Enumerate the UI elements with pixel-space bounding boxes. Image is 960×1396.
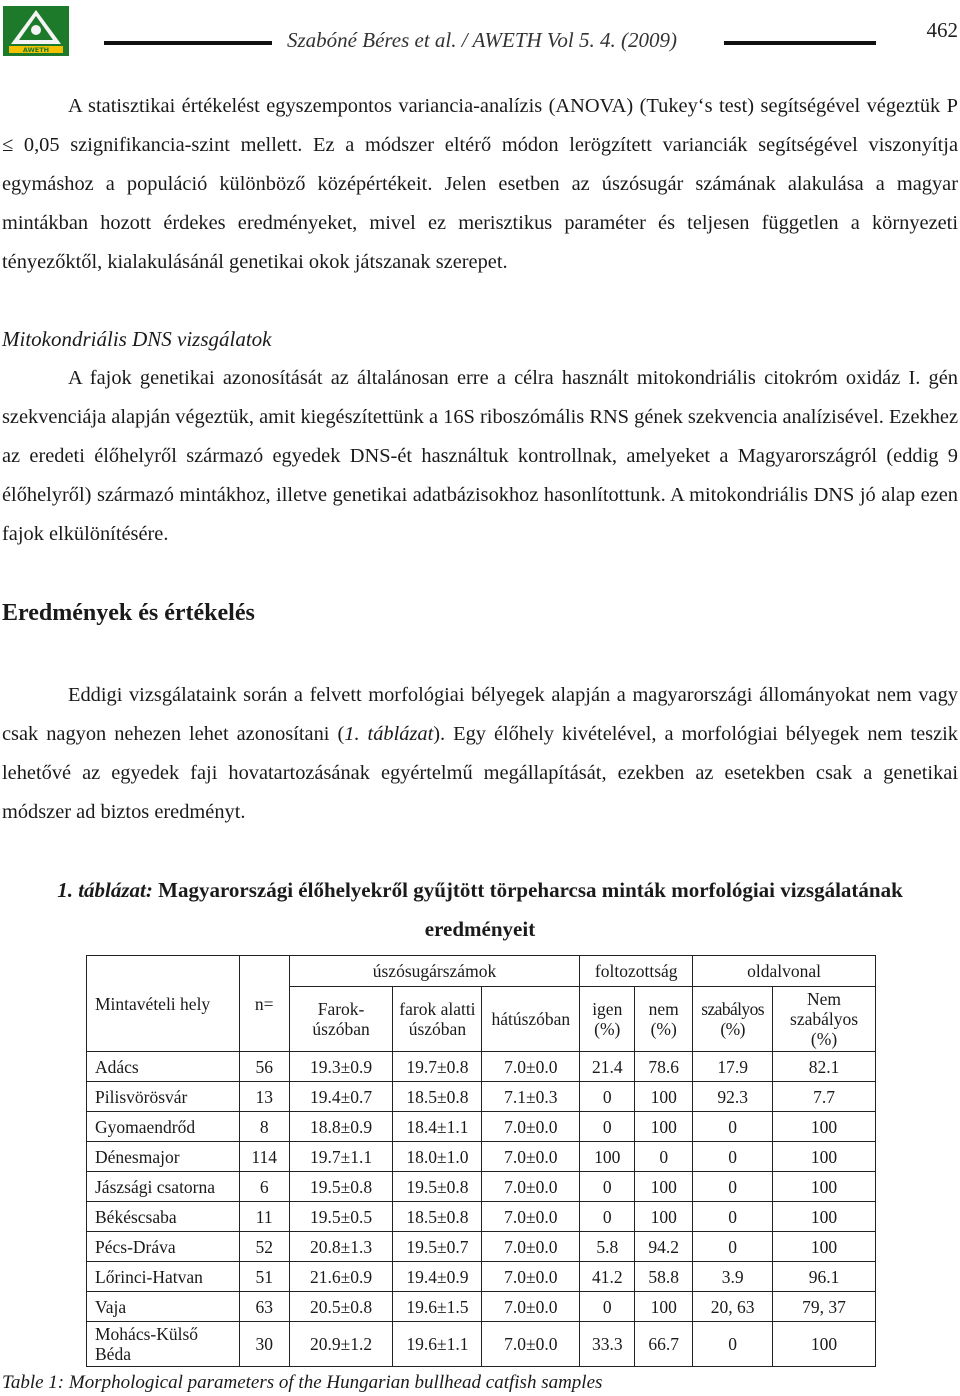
morphology-table [86,955,876,1367]
section-heading-results: Eredmények és értékelés [2,600,255,626]
table-cell: 56 [239,1052,289,1082]
subheading-mtdna: Mitokondriális DNS vizsgálatok [2,327,272,351]
col-header-dorsal: hátúszóban [482,987,580,1052]
table-cell: 19.7±0.8 [393,1052,482,1082]
table-cell: 20, 63 [693,1292,773,1322]
table-cell: 92.3 [693,1082,773,1112]
col-header-tail: Farok-úszóban [289,987,393,1052]
table-cell: 100 [635,1172,693,1202]
table-cell: 19.6±1.1 [393,1322,482,1367]
table-group-header-row [87,956,876,987]
col-header-site: Mintavételi hely [87,956,240,1052]
table-cell: 19.5±0.8 [289,1172,393,1202]
paragraph-results-text-a: Eddigi vizsgálataink során a felvett morfológiai bélyegek alapján a magyarországi állományokat nem vagy csak nagyon nehezen lehet azonosítani ( [2,684,958,745]
group-header-spots: foltozottság [580,956,693,987]
paragraph-mtdna [2,359,958,554]
paragraph-results-text-b: ). Egy élőhely kivételével, a morfológiai bélyegek nem teszik lehetővé az egyedek faji hovatartozásának egyértelmű megállapítását, ezekben az esetekben csak a genetikai módszer ad biztos eredményt. [2,723,958,823]
table-cell: 100 [635,1112,693,1142]
table-cell: 63 [239,1292,289,1322]
table-cell: 3.9 [693,1262,773,1292]
table-cell: 13 [239,1082,289,1112]
table-cell: 18.8±0.9 [289,1112,393,1142]
table-row [87,1322,876,1367]
table-cell: 100 [580,1142,635,1172]
table-cell: 52 [239,1232,289,1262]
table-cell: 0 [693,1202,773,1232]
table-cell: 0 [635,1142,693,1172]
col-header-regular: szabályos (%) [693,987,773,1052]
table-cell: 100 [773,1172,876,1202]
table-cell: 0 [693,1112,773,1142]
table-cell: 19.5±0.5 [289,1202,393,1232]
table-caption-text: Magyarországi élőhelyekről gyűjtött törpeharcsa minták morfológiai vizsgálatának eredményeit [152,878,903,941]
paragraph-results [2,676,958,832]
table-cell: 19.6±1.5 [393,1292,482,1322]
table-cell: 100 [635,1082,693,1112]
page-number: 462 [926,18,958,42]
table-cell: 18.4±1.1 [393,1112,482,1142]
table-row [87,1262,876,1292]
table-cell: 18.0±1.0 [393,1142,482,1172]
table-cell: 19.7±1.1 [289,1142,393,1172]
table-row [87,1052,876,1082]
table-cell: Békéscsaba [87,1202,240,1232]
table-cell: 100 [773,1202,876,1232]
table-cell: Vaja [87,1292,240,1322]
table-cell: Lőrinci-Hatvan [87,1262,240,1292]
table-row [87,1112,876,1142]
table-cell: 96.1 [773,1262,876,1292]
table-cell: 41.2 [580,1262,635,1292]
table-cell: 7.0±0.0 [482,1172,580,1202]
header-rule-left [104,41,272,45]
table-cell: 0 [580,1172,635,1202]
table-cell: 82.1 [773,1052,876,1082]
col-header-irregular: Nem szabályos (%) [773,987,876,1052]
col-header-spots-yes: igen (%) [580,987,635,1052]
table-row [87,1142,876,1172]
table-row [87,1082,876,1112]
paragraph-statistics [2,87,958,282]
table-cell: 58.8 [635,1262,693,1292]
table-cell: 100 [635,1202,693,1232]
table-cell: 19.4±0.9 [393,1262,482,1292]
table-cell: 7.0±0.0 [482,1292,580,1322]
running-head: Szabóné Béres et al. / AWETH Vol 5. 4. (2009) [287,28,678,52]
table-cell: 7.0±0.0 [482,1052,580,1082]
table-caption-english: Table 1: Morphological parameters of the Hungarian bullhead catfish samples [2,1372,603,1393]
table-cell: 8 [239,1112,289,1142]
table-cell: 100 [773,1322,876,1367]
table-cell: 0 [580,1292,635,1322]
table-cell: 7.0±0.0 [482,1112,580,1142]
table-cell: 100 [635,1292,693,1322]
table-cell: 7.1±0.3 [482,1082,580,1112]
table-cell: Dénesmajor [87,1142,240,1172]
table-cell: 7.7 [773,1082,876,1112]
page-header [0,0,960,60]
table-cell: 19.5±0.8 [393,1172,482,1202]
table-cell: 100 [773,1142,876,1172]
table-row [87,1232,876,1262]
table-cell: 20.9±1.2 [289,1322,393,1367]
table-cell: 51 [239,1262,289,1292]
table-cell: 0 [693,1322,773,1367]
table-cell: 21.4 [580,1052,635,1082]
table-caption [0,871,960,949]
col-header-spots-no: nem (%) [635,987,693,1052]
table-cell: 0 [693,1232,773,1262]
table-cell: Jászsági csatorna [87,1172,240,1202]
col-header-n: n= [239,956,289,1052]
table-cell: 18.5±0.8 [393,1082,482,1112]
table-caption-label: 1. táblázat: [57,878,153,902]
table-row [87,1202,876,1232]
group-header-lateral: oldalvonal [693,956,876,987]
table-cell: 7.0±0.0 [482,1232,580,1262]
table-cell: 7.0±0.0 [482,1262,580,1292]
table-cell: 94.2 [635,1232,693,1262]
table-cell: 0 [580,1082,635,1112]
table-cell: 7.0±0.0 [482,1142,580,1172]
journal-logo [3,6,69,56]
table-cell: 11 [239,1202,289,1232]
table-cell: 20.8±1.3 [289,1232,393,1262]
table-cell: 21.6±0.9 [289,1262,393,1292]
table-cell: 19.5±0.7 [393,1232,482,1262]
table-cell: 114 [239,1142,289,1172]
table-cell: Pécs-Dráva [87,1232,240,1262]
table-cell: 17.9 [693,1052,773,1082]
table-cell: 0 [580,1202,635,1232]
table-cell: 20.5±0.8 [289,1292,393,1322]
logo-text: AWETH [22,46,50,54]
table-cell: 7.0±0.0 [482,1202,580,1232]
table-body [87,1052,876,1367]
table-cell: 19.3±0.9 [289,1052,393,1082]
table-cell: 6 [239,1172,289,1202]
table-cell: Mohács-Külső Béda [87,1322,240,1367]
group-header-fins: úszósugárszámok [289,956,580,987]
table-cell: 100 [773,1112,876,1142]
table-cell: 5.8 [580,1232,635,1262]
table-reference: 1. táblázat [344,723,434,745]
table-row [87,1292,876,1322]
table-row [87,1172,876,1202]
header-rule-right [724,41,876,45]
table-cell: 100 [773,1232,876,1262]
table-cell: 7.0±0.0 [482,1322,580,1367]
table-cell: 0 [693,1172,773,1202]
table-cell: 0 [580,1112,635,1142]
table-cell: Pilisvörösvár [87,1082,240,1112]
paragraph-statistics-text: A statisztikai értékelést egyszempontos variancia-analízis (ANOVA) (Tukey‘s test) segítségével végeztük P ≤ 0,05 szignifikancia-szint mellett. Ez a módszer eltérő módon lerögzített varianciák segítségével viszonyítja egymáshoz a populáció különböző középértékeit. Jelen esetben az úszósugár számának alakulása a magyar mintákban hozott érdekes eredményeket, mivel ez merisztikus paraméter és teljesen független a környezeti tényezőktől, kialakulásánál genetikai okok játszanak szerepet. [2,95,958,273]
table-cell: Adács [87,1052,240,1082]
col-header-anal: farok alatti úszóban [393,987,482,1052]
table-cell: 19.4±0.7 [289,1082,393,1112]
table-cell: 33.3 [580,1322,635,1367]
table-cell: 78.6 [635,1052,693,1082]
paragraph-mtdna-text: A fajok genetikai azonosítását az általánosan erre a célra használt mitokondriális citokróm oxidáz I. gén szekvenciája alapján végeztük, amit kiegészítettünk a 16S riboszómális RNS gének szekvencia analízisével. Ezekhez az eredeti élőhelyről származó egyedek DNS-ét használtuk kontrollnak, amelyeket a Magyarországról (eddig 9 élőhelyről) származó mintákhoz, illetve genetikai adatbázisokhoz hasonlítottunk. A mitokondriális DNS jó alap ezen fajok elkülönítésére. [2,367,958,545]
table-cell: 30 [239,1322,289,1367]
table-cell: 79, 37 [773,1292,876,1322]
table-cell: 18.5±0.8 [393,1202,482,1232]
table-cell: Gyomaendrőd [87,1112,240,1142]
table-cell: 66.7 [635,1322,693,1367]
table-cell: 0 [693,1142,773,1172]
